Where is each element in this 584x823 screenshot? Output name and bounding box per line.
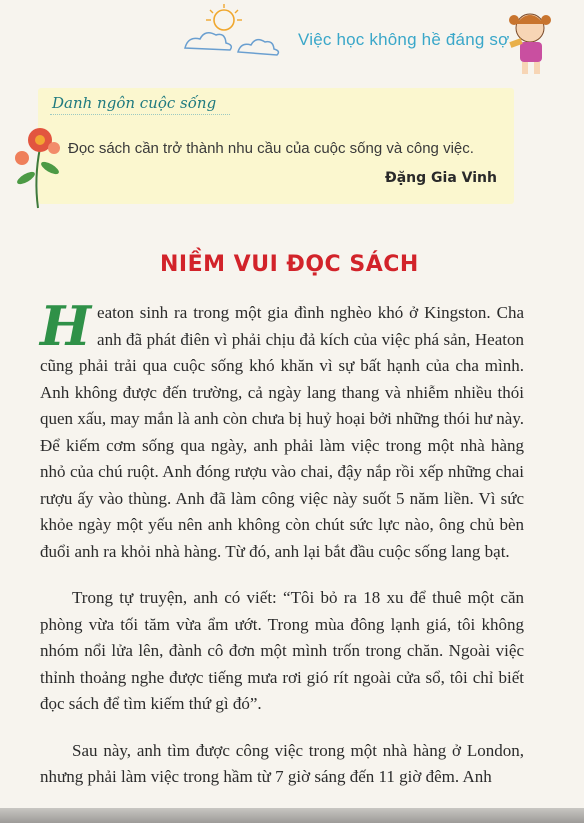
- paragraph: [40, 294, 524, 565]
- sun-decoration-icon: [202, 2, 246, 36]
- article-body: [40, 294, 524, 811]
- page-header: [0, 0, 584, 88]
- flower-decoration-icon: [8, 118, 68, 210]
- quote-author: Đặng Gia Vinh: [385, 170, 497, 186]
- girl-illustration-icon: [508, 6, 560, 78]
- paragraph: Sau này, anh tìm được công việc trong một nhà hàng ở London, nhưng phải làm việc trong hầm từ 7 giờ sáng đến 11 giờ đêm. Anh: [40, 740, 524, 786]
- running-header-title: Việc học không hề đáng sợ: [298, 30, 510, 49]
- page-bottom-edge: [0, 808, 584, 823]
- quote-heading: Danh ngôn cuộc sống: [52, 94, 217, 112]
- paragraph: Trong tự truyện, anh có viết: “Tôi bỏ ra 18 xu để thuê một căn phòng vừa tối tăm vừa ẩm ướt. Trong mùa đông lạnh giá, tôi không nhóm nổi lửa lên, đành cô đơn một mình trốn trong chăn. Ngoài việc thỉnh thoảng nghe được tiếng mưa rơi gió rít ngoài cửa sổ, tôi chỉ biết đọc sách để tìm kiếm thứ gì đó”.: [40, 588, 524, 713]
- drop-cap: H: [40, 294, 92, 358]
- quote-heading-underline: [50, 114, 230, 116]
- quote-text: Đọc sách cần trở thành nhu cầu của cuộc sống và công việc.: [68, 140, 474, 157]
- paragraph-text: eaton sinh ra trong một gia đình nghèo khó ở Kingston. Cha anh đã phát điên vì phải chịu đả kích của việc phá sản, Heaton cũng phải trải qua cuộc sống khó khăn vì sự bất hạnh của cha mình. Anh không được đến trường, cả ngày lang thang và nhiễm nhiều thói quen xấu, may mắn là anh còn chưa bị huỷ hoại bởi những thói hư này. Để kiếm cơm sống qua ngày, anh phải làm việc trong một nhà hàng nhỏ của chú ruột. Anh đóng rượu vào chai, đậy nắp rồi xếp những chai rượu ấy vào thùng. Anh đã làm công việc này suốt 5 năm liền. Vì sức khỏe ngày một yếu nên anh không còn chút sức lực nào, ông chủ bèn đuổi anh ra khỏi nhà hàng. Từ đó, anh lại bắt đầu cuộc sống lang bạt.: [40, 303, 524, 561]
- article-title: NIỀM VUI ĐỌC SÁCH: [160, 252, 419, 277]
